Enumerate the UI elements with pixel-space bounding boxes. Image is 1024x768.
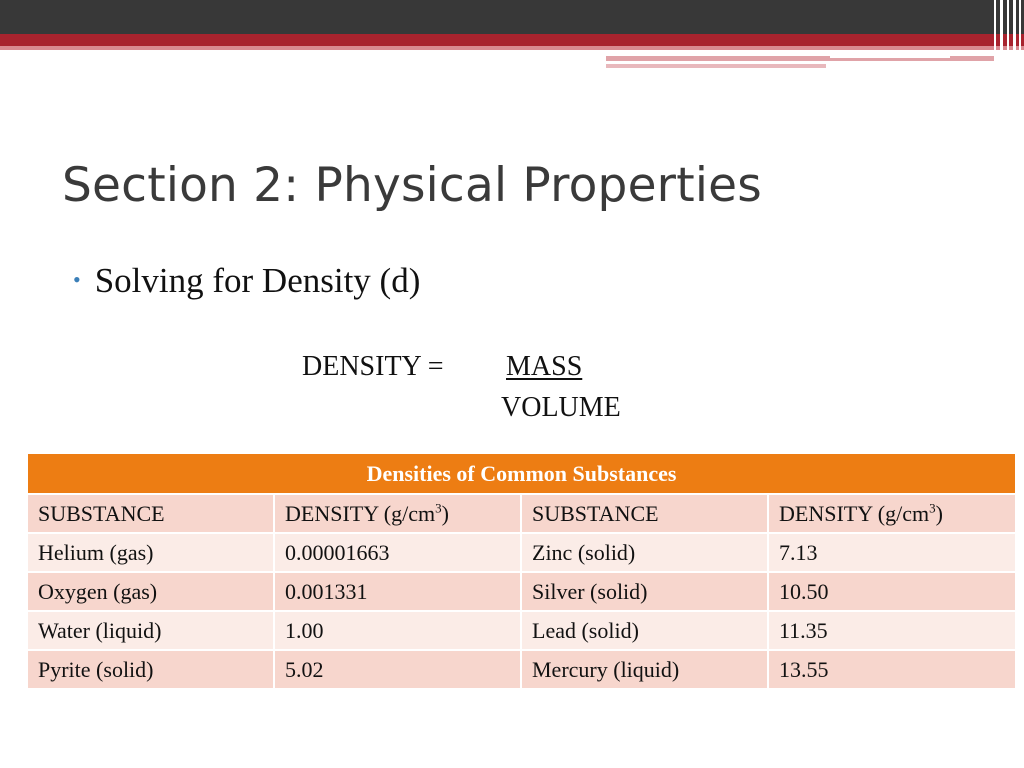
table-cell: 1.00	[274, 611, 521, 650]
formula-lhs: DENSITY =	[302, 351, 444, 382]
banner-white-stripe	[830, 56, 950, 58]
table-cell: 11.35	[768, 611, 1016, 650]
table-cell: Pyrite (solid)	[27, 650, 274, 689]
header-unit-close: )	[441, 500, 449, 526]
density-table	[26, 452, 1017, 690]
table-cell: 0.00001663	[274, 533, 521, 572]
header-cell	[27, 494, 274, 533]
bullet-item	[73, 261, 420, 301]
slide-title: Section 2: Physical Properties	[62, 158, 762, 213]
banner-red-stripe	[0, 34, 1024, 46]
bullet-dot-icon: •	[73, 267, 81, 292]
table-cell: Lead (solid)	[521, 611, 768, 650]
formula-numerator: MASS	[506, 351, 583, 382]
table-caption: Densities of Common Substances	[27, 453, 1016, 494]
table-cell: Zinc (solid)	[521, 533, 768, 572]
header-cell	[521, 494, 768, 533]
header-label: SUBSTANCE	[532, 500, 659, 526]
table-cell: 10.50	[768, 572, 1016, 611]
header-cell	[274, 494, 521, 533]
table-cell: Silver (solid)	[521, 572, 768, 611]
table-cell: Mercury (liquid)	[521, 650, 768, 689]
table-cell: Helium (gas)	[27, 533, 274, 572]
bullet-text: Solving for Density (d)	[94, 261, 421, 300]
table-cell: 7.13	[768, 533, 1016, 572]
header-label: DENSITY (g/cm	[285, 500, 436, 526]
header-unit-sup: 3	[435, 500, 442, 516]
header-unit-sup: 3	[929, 500, 936, 516]
table-cell: Water (liquid)	[27, 611, 274, 650]
table-cell: 5.02	[274, 650, 521, 689]
table-cell: Oxygen (gas)	[27, 572, 274, 611]
banner-accent-stripe-short	[606, 64, 826, 68]
table-header-row	[27, 494, 1016, 533]
table-cell: 13.55	[768, 650, 1016, 689]
table-cell: 0.001331	[274, 572, 521, 611]
header-cell	[768, 494, 1016, 533]
formula-denominator: VOLUME	[501, 392, 621, 423]
table-row	[27, 650, 1016, 689]
banner-vertical-lines	[990, 0, 1024, 70]
top-banner	[0, 0, 1024, 34]
header-unit-close: )	[935, 500, 943, 526]
table-row	[27, 572, 1016, 611]
table-row	[27, 611, 1016, 650]
header-label: SUBSTANCE	[38, 500, 165, 526]
header-label: DENSITY (g/cm	[779, 500, 930, 526]
banner-pink-stripe	[0, 46, 1024, 50]
table-row	[27, 533, 1016, 572]
